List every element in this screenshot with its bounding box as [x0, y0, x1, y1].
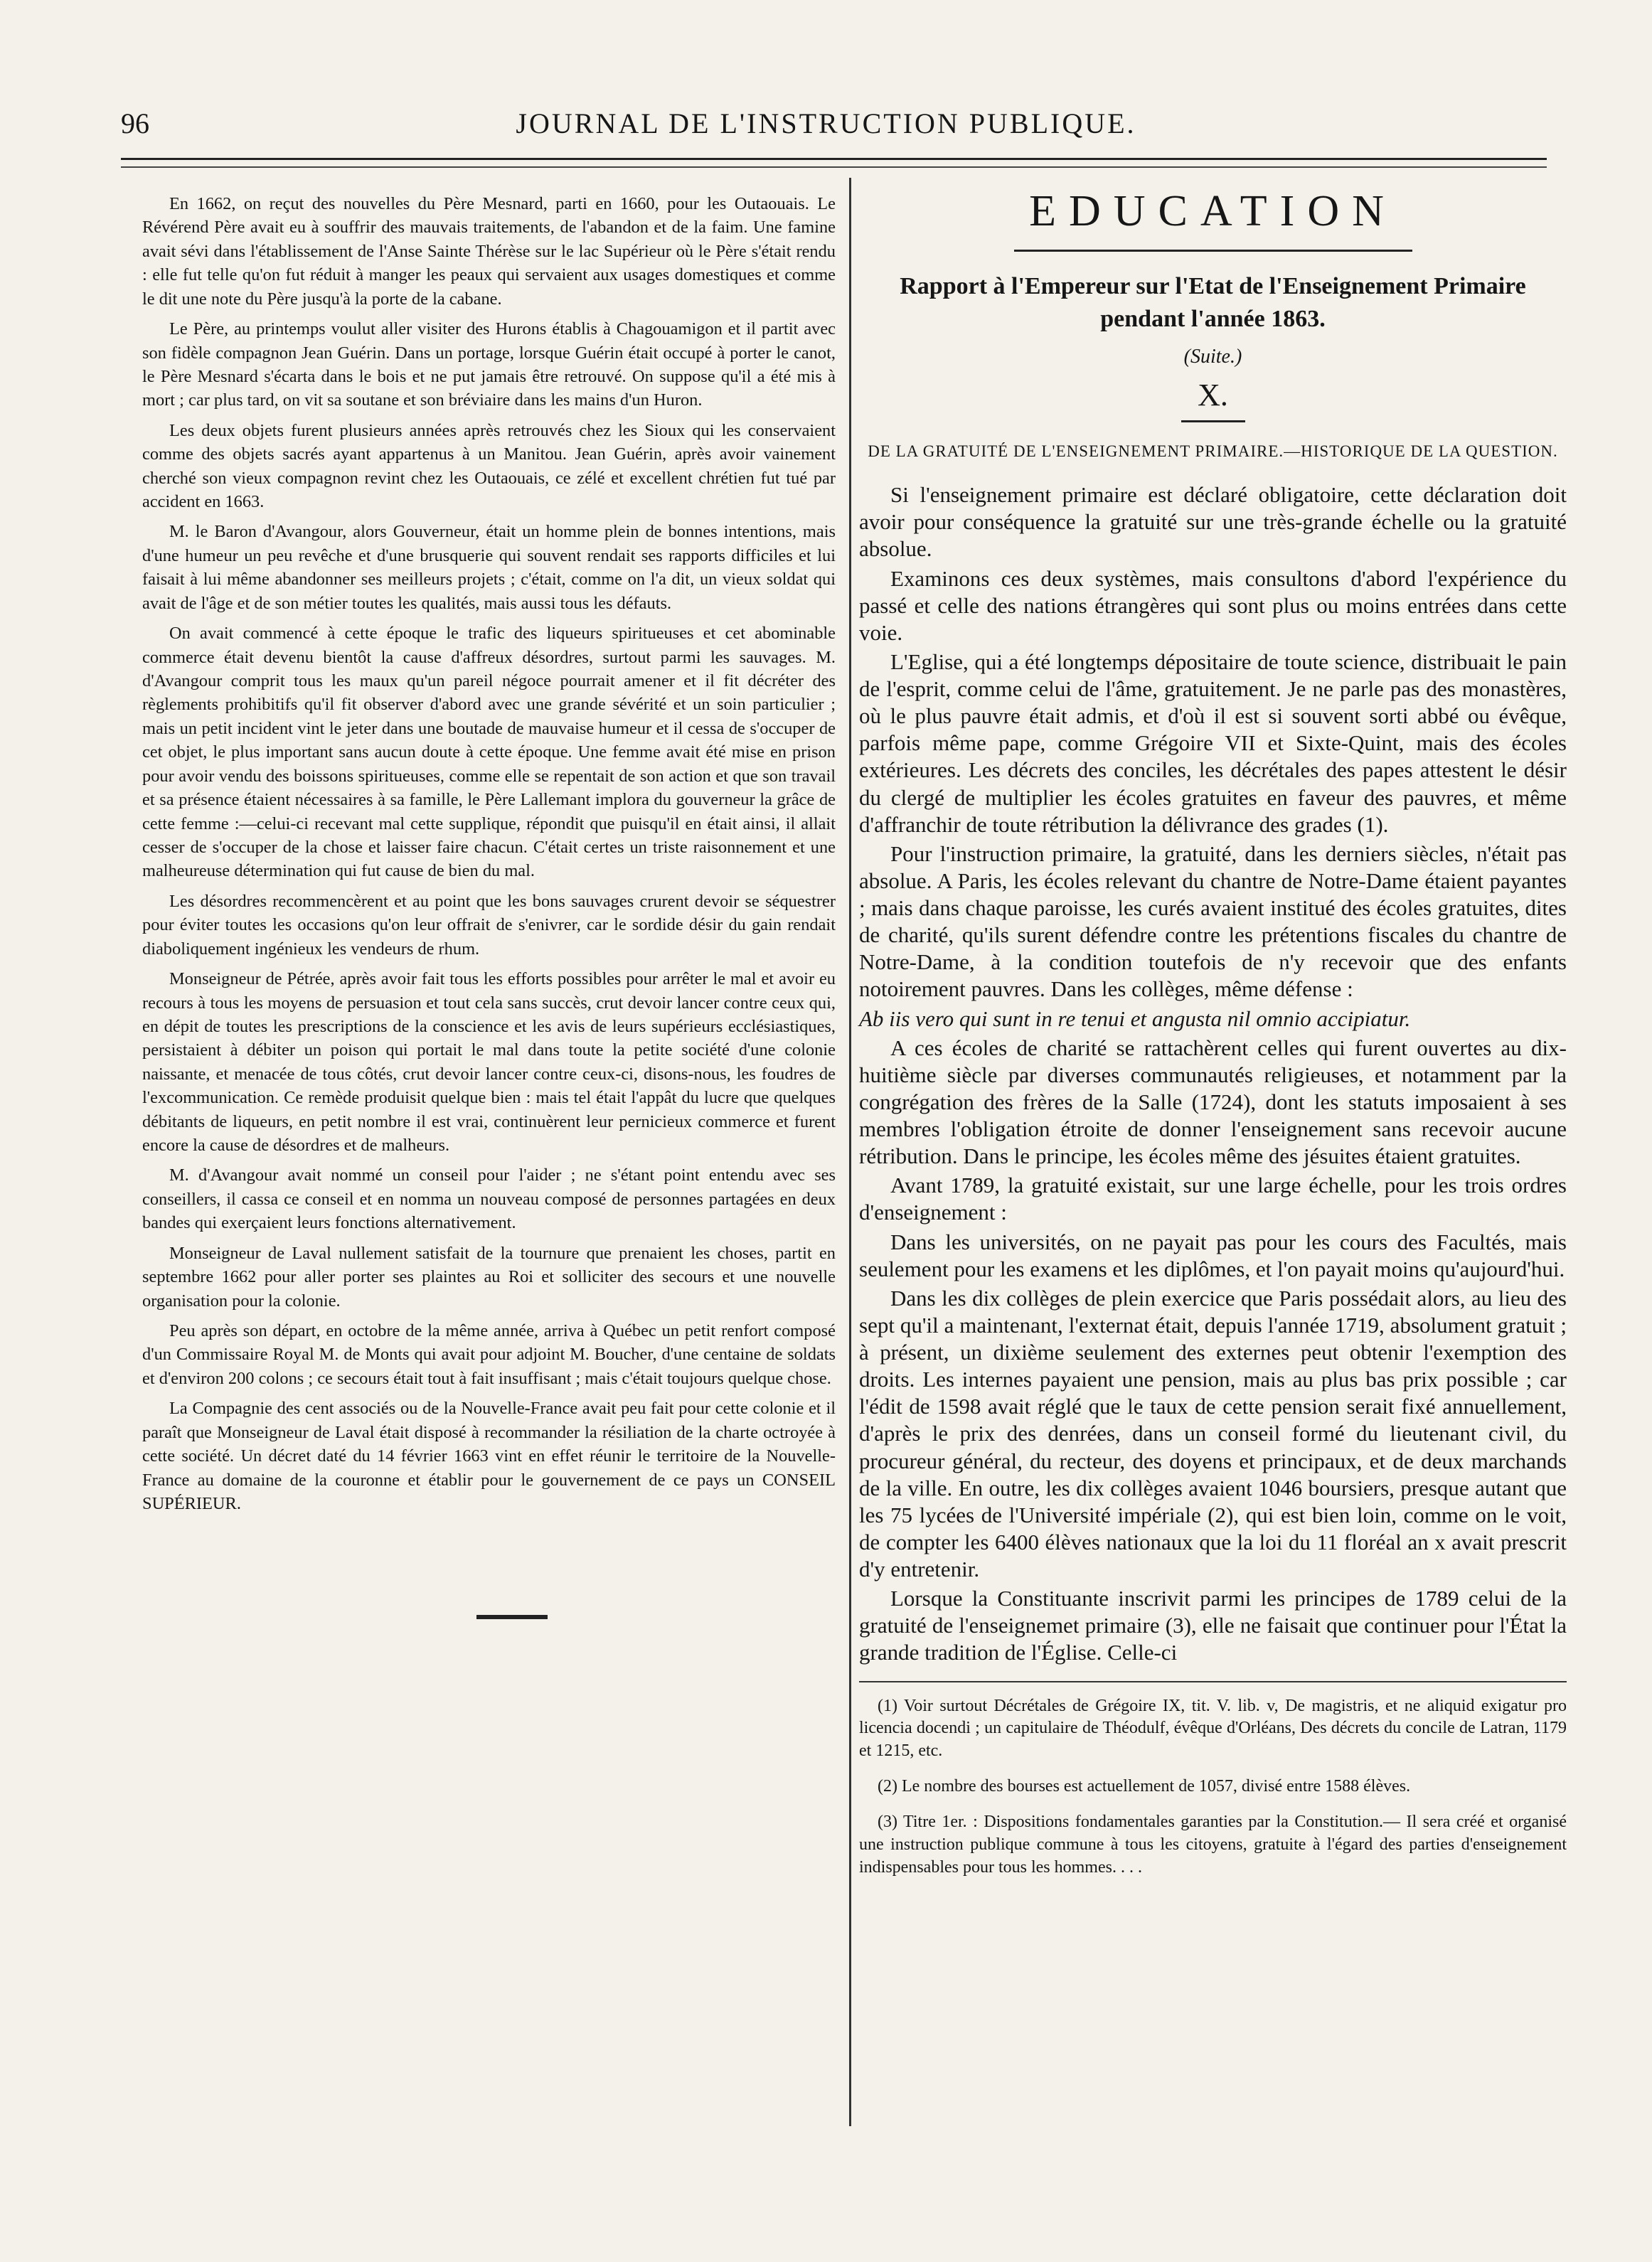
left-paragraph: Monseigneur de Pétrée, après avoir fait tous les efforts possibles pour arrêter le mal et avoir eu recours à tous les moyens de persuasion et tout cela sans succès, crut devoir lancer contre ceux qui, en dépit de toutes les prescriptions de la conscience et les avis de leurs supérieurs ecclésiastiques, persistaient à débiter un poison qui portait le mal dans toute la petite société d'une colonie naissante, et menacée de tous côtés, crut devoir lancer contre ceux-ci, disons-nous, les foudres de l'excommunication. Ce remède produisit quelque bien : mais tel était l'appât du lucre que quelques débitants de liqueurs, en petit nombre il est vrai, continuèrent leur pernicieux commerce et furent encore la cause de désordres et de malheurs. — [142, 969, 836, 1156]
article-paragraph: Si l'enseignement primaire est déclaré obligatoire, cette déclaration doit avoir pour conséquence la gratuité sur une très-grande échelle ou la gratuité absolue. — [859, 482, 1567, 562]
section-title: EDUCATION — [1029, 187, 1397, 235]
article-paragraph: A ces écoles de charité se rattachèrent celles qui furent ouvertes au dix-huitième siècle par diverses communautés religieuses, et notamment par la congrégation des frères de la Salle (1724), dont les statuts imposaient à ses membres l'obligation étroite de donner l'enseignement sans recevoir aucune rétribution. Dans le principe, les écoles même des jésuites étaient gratuites. — [859, 1035, 1567, 1169]
left-column — [142, 192, 836, 1619]
left-paragraph: Monseigneur de Laval nullement satisfait de la tournure que prenaient les choses, partit en septembre 1662 pour aller porter ses plaintes au Roi et solliciter des secours et une nouvelle organisation pour la colonie. — [142, 1243, 836, 1311]
right-column — [859, 186, 1567, 1892]
left-paragraph: M. le Baron d'Avangour, alors Gouverneur, était un homme plein de bonnes intentions, mais d'une humeur un peu revêche et d'une brusquerie qui souvent rendait ses rapports difficiles et lui faisait à lui même abandonner ses meilleurs projets ; c'était, comme on l'a dit, un vieux soldat qui avait de l'âge et de son métier toutes les qualités, mais aussi tous les défauts. — [142, 522, 836, 613]
left-paragraph: Le Père, au printemps voulut aller visiter des Hurons établis à Chagouamigon et il partit avec son fidèle compagnon Jean Guérin. Dans un portage, lorsque Guérin était occupé à porter le canot, le Père Mesnard s'écarta dans le bois et ne put jamais être retrouvé. On suppose qu'il a été mis à mort ; car plus tard, on vit sa soutane et son bréviaire dans les mains d'un Huron. — [142, 319, 836, 410]
article-paragraph: Dans les dix collèges de plein exercice que Paris possédait alors, au lieu des sept qu'il a maintenant, l'externat était, depuis l'année 1719, absolument gratuit ; à présent, un dixième seulement des externes peut obtenir l'exemption des droits. Les internes payaient une pension, mais au plus bas prix possible ; car l'édit de 1598 avait réglé que le taux de cette pension serait fixé annuellement, d'après le prix des denrées, dans un conseil formé du lieutenant civil, du procureur général, du recteur, des doyens et principaux, et de deux marchands de la ville. En outre, les dix collèges avaient 1046 boursiers, presque autant que les 75 lycées de l'Université impériale (2), qui est bien loin, comme on le voit, de compter les 6400 élèves nationaux que la loi du 11 floréal an x avait prescrit d'y entretenir. — [859, 1285, 1567, 1581]
chapter-rule — [1181, 420, 1245, 422]
running-title: JOURNAL DE L'INSTRUCTION PUBLIQUE. — [516, 107, 1136, 139]
closing-ornament — [476, 1615, 548, 1619]
page-number: 96 — [121, 107, 149, 139]
footnote: (3) Titre 1er. : Dispositions fondamentales garanties par la Constitution.— Il sera créé et organisé une instruction publique commune à tous les citoyens, gratuite à l'égard des parties d'enseignement indispensables pour tous les hommes. . . . — [859, 1813, 1567, 1877]
footnotes — [859, 1695, 1567, 1879]
article-paragraph: Dans les universités, on ne payait pas pour les cours des Facultés, mais seulement pour les examens et les diplômes, et l'on payait moins qu'aujourd'hui. — [859, 1229, 1567, 1281]
article-paragraph: Lorsque la Constituante inscrivit parmi les principes de 1789 celui de la gratuité de l'enseignemet primaire (3), elle ne faisait que continuer pour l'État la grande tradition de l'Église. Celle-ci — [859, 1586, 1567, 1665]
left-paragraph: En 1662, on reçut des nouvelles du Père Mesnard, parti en 1660, pour les Outaouais. Le Révérend Père avait eu à souffrir des mauvais traitements, de l'abandon et de la faim. Une famine avait sévi dans l'établissement de l'Anse Sainte Thérèse sur le lac Supérieur où le Père s'était rendu : elle fut telle qu'on fut réduit à manger les peaux qui servaient aux usages domestiques et comme le dit une note du Père jusqu'à la porte de la cabane. — [142, 194, 836, 309]
article-paragraph: Avant 1789, la gratuité existait, sur une large échelle, pour les trois ordres d'enseignement : — [859, 1173, 1567, 1225]
chapter-heading: DE LA GRATUITÉ DE L'ENSEIGNEMENT PRIMAIRE.—HISTORIQUE DE LA QUESTION. — [868, 442, 1558, 460]
column-divider — [849, 178, 851, 2126]
left-paragraph: Les désordres recommencèrent et au point que les bons sauvages crurent devoir se séquestrer pour éviter toutes les occasions qu'on leur offrait de s'enivrer, car le sordide désir du gain rendait diaboliquement ingénieux les vendeurs de rhum. — [142, 891, 836, 959]
header-rule — [121, 158, 1547, 160]
left-paragraph: Peu après son départ, en octobre de la même année, arriva à Québec un petit renfort composé d'un Commissaire Royal M. de Monts qui avait pour adjoint M. Boucher, d'une centaine de soldats et d'environ 200 colons ; ce secours était tout à fait insuffisant ; mais c'était toujours quelque chose. — [142, 1321, 836, 1388]
left-paragraph: M. d'Avangour avait nommé un conseil pour l'aider ; ne s'étant point entendu avec ses conseillers, il cassa ce conseil et en nomma un nouveau composé de personnes partagées en deux bandes qui exerçaient leurs fonctions alternativement. — [142, 1165, 836, 1233]
latin-quote: Ab iis vero qui sunt in re tenui et angusta nil omnio accipiatur. — [859, 1005, 1411, 1031]
chapter-number: X. — [1198, 377, 1228, 412]
article-body — [859, 481, 1567, 1666]
footnote-rule — [859, 1681, 1567, 1682]
left-paragraph: On avait commencé à cette époque le trafic des liqueurs spiritueuses et cet abominable commerce était devenu bientôt la cause d'affreux désordres, surtout parmi les sauvages. M. d'Avangour comprit tous les maux qu'un pareil négoce pourrait amener et il fit décréter des règlements prohibitifs qu'il fit observer d'abord avec une grande sévérité et un soin particulier ; mais un petit incident vint le jeter dans une boutade de mauvaise humeur et il cessa de s'occuper de cet objet, le plus important sans aucun doute à cette époque. Une femme avait été mise en prison pour avoir vendu des boissons spiritueuses, comme elle se repentait de son action et que son travail et sa présence étaient nécessaires à sa famille, le Père Lallemant implora du gouverneur la grâce de cette femme :—celui-ci recevant mal cette supplique, répondit que puisqu'il en était ainsi, il allait cesser de s'occuper de la chose et laisser faire chacun. C'était certes un triste raisonnement et une malheureuse détermination qui fut cause de bien du mal. — [142, 624, 836, 881]
footnote: (2) Le nombre des bourses est actuellement de 1057, divisé entre 1588 élèves. — [878, 1777, 1411, 1796]
footnote: (1) Voir surtout Décrétales de Grégoire IX, tit. V. lib. v, De magistris, et ne aliquid exigatur pro licencia docendi ; un capitulaire de Théodulf, évêque d'Orléans, Des décrets du concile de Latran, 1179 et 1215, etc. — [859, 1696, 1567, 1761]
section-rule — [1014, 250, 1412, 252]
article-title: Rapport à l'Empereur sur l'Etat de l'Enseignement Primaire pendant l'année 1863. — [900, 273, 1526, 332]
continued-label: (Suite.) — [1183, 345, 1242, 368]
header-rule-thin — [121, 166, 1547, 168]
article-paragraph: Pour l'instruction primaire, la gratuité, dans les derniers siècles, n'était pas absolue. A Paris, les écoles relevant du chantre de Notre-Dame étaient payantes ; mais dans chaque paroisse, les curés avaient institué des écoles gratuites, dites de charité, qu'ils surent défendre contre les prétentions fiscales du chantre de Notre-Dame, à la condition toutefois de n'y recevoir que des enfants notoirement pauvres. Dans les collèges, même défense : — [859, 841, 1567, 1002]
article-paragraph: Examinons ces deux systèmes, mais consultons d'abord l'expérience du passé et celle des nations étrangères qui sont plus ou moins entrées dans cette voie. — [859, 565, 1567, 645]
article-paragraph: L'Eglise, qui a été longtemps dépositaire de toute science, distribuait le pain de l'esprit, comme celui de l'âme, gratuitement. Je ne parle pas des monastères, où le plus pauvre était admis, et d'où il est si souvent sorti abbé ou évêque, parfois même pape, comme Grégoire VII et Sixte-Quint, mais des écoles extérieures. Les décrets des conciles, les décrétales des papes attestent le désir du clergé de multiplier les écoles gratuites en faveur des pauvres, et même d'affranchir de toute rétribution la délivrance des grades (1). — [859, 649, 1567, 837]
left-paragraph: La Compagnie des cent associés ou de la Nouvelle-France avait peu fait pour cette colonie et il paraît que Monseigneur de Laval était disposé à recommander la résiliation de la charte octroyée à cette société. Un décret daté du 14 février 1663 vint en effet réunir le territoire de la Nouvelle-France au domaine de la couronne et établir pour le gouvernement de ce pays un CONSEIL SUPÉRIEUR. — [142, 1399, 836, 1513]
left-paragraph: Les deux objets furent plusieurs années après retrouvés chez les Sioux qui les conservaient comme des objets sacrés ayant appartenus à un Manitou. Jean Guérin, après avoir vainement cherché son vieux compagnon revint chez les Outaouais, ce zélé et excellent chrétien fut tué par accident en 1663. — [142, 420, 836, 512]
